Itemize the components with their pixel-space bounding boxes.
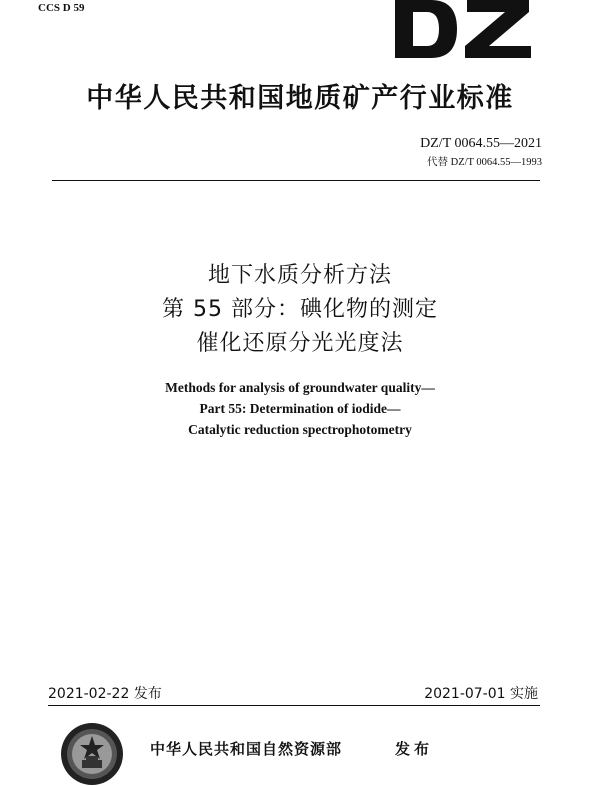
standard-code: DZ/T 0064.55—2021 (420, 136, 542, 151)
issue-label: 发布 (395, 740, 434, 758)
national-emblem-icon (60, 722, 124, 786)
english-title-line-1: Methods for analysis of groundwater quality— (165, 380, 435, 395)
dz-logo (393, 0, 533, 62)
english-title-line-3: Catalytic reduction spectrophotometry (188, 422, 412, 437)
replaces-code: 代替 DZ/T 0064.55—1993 (426, 157, 542, 168)
chinese-title-line-3: 催化还原分光光度法 (196, 331, 404, 356)
bottom-divider (48, 705, 540, 706)
standard-category-title: 中华人民共和国地质矿产行业标准 (86, 83, 514, 114)
chinese-title-line-1: 地下水质分析方法 (207, 263, 392, 288)
publish-date: 2021-02-22 发布 (48, 686, 162, 702)
chinese-title-line-2: 第 55 部分：碘化物的测定 (162, 297, 438, 322)
ccs-code: CCS D 59 (38, 2, 85, 14)
standard-code-block (420, 136, 542, 169)
implementation-date: 2021-07-01 实施 (424, 686, 538, 702)
english-title-line-2: Part 55: Determination of iodide— (199, 401, 401, 416)
issuing-authority: 中华人民共和国自然资源部 (150, 740, 343, 758)
top-divider (52, 180, 540, 181)
